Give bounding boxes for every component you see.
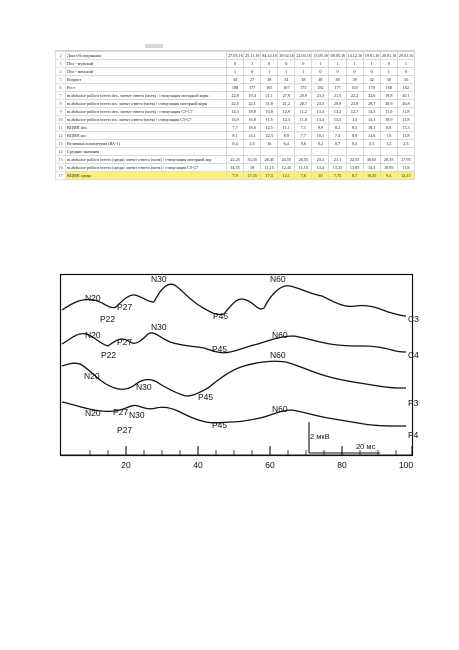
table-cell: 7,9 <box>227 172 244 180</box>
plot-frame <box>61 275 413 456</box>
table-cell: 12,15 <box>397 172 414 180</box>
table-row <box>56 140 415 148</box>
row-label: Пол - мужской <box>66 60 227 68</box>
table-cell: 1 <box>363 60 380 68</box>
table-cell: 12,3 <box>278 116 295 124</box>
row-number: 10 <box>56 116 66 124</box>
table-cell: 39 <box>346 76 363 84</box>
peak-label: N20 <box>84 371 100 381</box>
data-table <box>55 51 415 180</box>
table-row <box>56 84 415 92</box>
table-cell: 13,5 <box>329 116 346 124</box>
row-label: Величина асимметрии (ВА-1) <box>66 140 227 148</box>
peak-label: N60 <box>270 274 286 284</box>
table-cell: 14,3 <box>227 108 244 116</box>
table-cell: 0 <box>346 68 363 76</box>
table-cell: 13,4 <box>312 116 329 124</box>
peak-label: P45 <box>198 392 214 402</box>
table-cell: 18,6 <box>244 124 261 132</box>
table-cell: 30,65 <box>363 156 380 164</box>
table-cell: 165 <box>261 84 278 92</box>
table-cell: 20,9 <box>380 100 397 108</box>
table-row <box>56 116 415 124</box>
evoked-potentials-figure <box>60 274 419 474</box>
table-cell: 162 <box>397 84 414 92</box>
table-cell: 0,6 <box>295 140 312 148</box>
table-cell: 1 <box>329 60 346 68</box>
table-cell: 26,8 <box>397 100 414 108</box>
table-cell: 20,35 <box>380 156 397 164</box>
x-tick-label: 60 <box>265 460 275 470</box>
row-label: ВЦМП dex. <box>66 124 227 132</box>
table-cell: 20,1 <box>397 92 414 100</box>
table-cell: 177 <box>244 84 261 92</box>
table-cell: 1 <box>312 60 329 68</box>
table-cell: 9,4 <box>380 172 397 180</box>
table-cell <box>244 148 261 156</box>
table-cell: 13,85 <box>346 164 363 172</box>
table-cell: 3,5 <box>363 140 380 148</box>
table-cell: 7,7 <box>295 132 312 140</box>
peak-label: P45 <box>212 344 228 354</box>
table-cell: 18 <box>244 164 261 172</box>
table-cell: 10 <box>312 172 329 180</box>
row-label: m.abductor pollicis brevis sin. латент ответа (мсек) / стимуляция C5-C7 <box>66 116 227 124</box>
table-cell: 8,2 <box>329 124 346 132</box>
table-row <box>56 156 415 164</box>
table-cell: 20,9 <box>295 92 312 100</box>
table-cell: 13,4 <box>312 164 329 172</box>
peak-label: P27 <box>117 425 133 435</box>
peak-label: N60 <box>272 404 288 414</box>
peak-label: N30 <box>136 382 152 392</box>
table-cell: 11,1 <box>278 124 295 132</box>
table-cell: 163 <box>346 84 363 92</box>
table-cell: 7,1 <box>295 124 312 132</box>
row-label: Дата обследования <box>66 52 227 60</box>
table-cell: 1 <box>261 68 278 76</box>
table-cell: 22,8 <box>227 92 244 100</box>
table-cell: 33,35 <box>244 156 261 164</box>
table-cell: 30 <box>380 76 397 84</box>
table-cell: 35 <box>397 76 414 84</box>
table-cell: 0 <box>363 68 380 76</box>
peak-label: N20 <box>85 293 101 303</box>
table-row <box>56 108 415 116</box>
row-label: m.abductor pollicis brevis (средн) латент ответа (мсек) / стимуляция моторной кор <box>66 156 227 164</box>
table-cell: 27 <box>244 76 261 84</box>
table-cell: 14,6 <box>363 132 380 140</box>
table-cell: 0,7 <box>329 140 346 148</box>
table-cell <box>329 148 346 156</box>
table-cell: 14,3 <box>363 164 380 172</box>
table-cell: 23,5 <box>312 100 329 108</box>
table-cell: 12,5 <box>261 124 278 132</box>
table-cell: 22.04.16 <box>296 52 311 58</box>
peak-label: N60 <box>272 330 288 340</box>
row-label: ВЦМП sin. <box>66 132 227 140</box>
table-cell: 7,75 <box>329 172 346 180</box>
peak-label: N30 <box>129 410 145 420</box>
scale-amp-label: 2 мкВ <box>310 432 330 441</box>
table-cell: 9,9 <box>312 124 329 132</box>
table-cell: 12,7 <box>346 108 363 116</box>
row-number: 3 <box>56 60 66 68</box>
peak-label: N60 <box>270 350 286 360</box>
table-cell: 31,8 <box>261 100 278 108</box>
peak-label: P27 <box>113 407 129 417</box>
table-cell: 34 <box>278 76 295 84</box>
table-cell: 38 <box>261 76 278 84</box>
table-cell: 10,9 <box>380 116 397 124</box>
peak-label: P45 <box>212 420 228 430</box>
table-cell: 14 <box>346 116 363 124</box>
peak-label: P22 <box>100 314 116 324</box>
table-cell: 17,35 <box>244 172 261 180</box>
row-number: 16 <box>56 164 66 172</box>
table-cell: 188 <box>227 84 244 92</box>
table-cell: 22,3 <box>261 132 278 140</box>
table-cell: 11,15 <box>261 164 278 172</box>
table-cell: 11,8 <box>397 132 414 140</box>
table-cell <box>346 148 363 156</box>
table-cell: 170 <box>363 84 380 92</box>
row-label: Пол - женский <box>66 68 227 76</box>
channel-label-p4: P4 <box>408 430 419 440</box>
table-cell: 20,7 <box>295 100 312 108</box>
table-cell: 28,45 <box>261 156 278 164</box>
table-cell: 25.11.16 <box>245 52 260 58</box>
table-cell: 22,55 <box>346 156 363 164</box>
table-cell: 2,5 <box>244 140 261 148</box>
table-row <box>56 52 415 60</box>
x-tick-label: 20 <box>121 460 131 470</box>
table-cell: 11,15 <box>295 164 312 172</box>
table-cell: 0,4 <box>227 140 244 148</box>
table-cell: 1,2 <box>380 140 397 148</box>
table-cell <box>295 148 312 156</box>
table-cell: 44 <box>227 76 244 84</box>
table-cell: 7,7 <box>227 124 244 132</box>
table-cell <box>363 148 380 156</box>
table-cell: 8,9 <box>278 132 295 140</box>
table-cell <box>380 148 397 156</box>
table-cell: 22,1 <box>244 100 261 108</box>
table-cell: 1 <box>278 68 295 76</box>
table-cell: 22,2 <box>346 92 363 100</box>
row-number: 15 <box>56 156 66 164</box>
table-cell: 21,1 <box>261 92 278 100</box>
table-cell: 0 <box>397 68 414 76</box>
table-cell: 20,55 <box>295 156 312 164</box>
table-cell: 0 <box>312 68 329 76</box>
table-cell: 0,2 <box>312 140 329 148</box>
table-cell: 08.03.16 <box>330 52 346 58</box>
table-cell: 0 <box>380 60 397 68</box>
table-cell: 19,4 <box>244 92 261 100</box>
table-row <box>56 124 415 132</box>
table-cell: 0 <box>261 60 278 68</box>
table-cell: 13,35 <box>329 164 346 172</box>
table-cell: 175 <box>295 84 312 92</box>
table-cell: 18,1 <box>363 124 380 132</box>
table-cell: 12,45 <box>278 164 295 172</box>
table-row <box>56 100 415 108</box>
table-cell: 22,5 <box>227 100 244 108</box>
peak-label: P27 <box>117 337 133 347</box>
table-cell <box>278 148 295 156</box>
row-label: Средние значения <box>66 148 227 156</box>
table-cell: 7,6 <box>295 172 312 180</box>
table-row <box>56 68 415 76</box>
table-cell: 0 <box>227 60 244 68</box>
table-cell <box>397 148 414 156</box>
table-cell: 182 <box>312 84 329 92</box>
spreadsheet-excerpt <box>55 47 415 183</box>
table-cell: 0 <box>278 60 295 68</box>
table-cell: 48 <box>312 76 329 84</box>
table-row <box>56 92 415 100</box>
table-cell: 15,3 <box>397 124 414 132</box>
table-cell: 10,95 <box>380 164 397 172</box>
table-cell: 19.01.16 <box>364 52 380 58</box>
table-cell: 14,55 <box>227 164 244 172</box>
row-number: 12 <box>56 132 66 140</box>
table-cell: 6,4 <box>278 140 295 148</box>
row-number: 2 <box>56 52 66 60</box>
row-number: 14 <box>56 148 66 156</box>
table-cell <box>312 148 329 156</box>
x-tick-label: 40 <box>193 460 203 470</box>
table-cell: 04.12.16 <box>262 52 277 58</box>
row-number: 5 <box>56 76 66 84</box>
table-cell: 168 <box>380 84 397 92</box>
table-cell: 10,8 <box>261 108 278 116</box>
table-cell: 14,5 <box>363 108 380 116</box>
row-number: 11 <box>56 124 66 132</box>
table-cell: 27,9 <box>278 92 295 100</box>
table-cell: 14.12.16 <box>347 52 363 58</box>
table-cell: 11,8 <box>397 108 414 116</box>
table-cell: 13.05.16 <box>313 52 329 58</box>
table-cell: 8,7 <box>346 172 363 180</box>
table-cell: 27.05.16 <box>228 52 243 58</box>
table-cell: 29.01.16 <box>398 52 414 58</box>
row-number: 17 <box>56 172 66 180</box>
table-cell: 10,1 <box>312 132 329 140</box>
row-label: m.abductor pollicis brevis dex. латент ответа (мсек) / стимуляция моторной коры <box>66 92 227 100</box>
peak-label: P45 <box>213 311 229 321</box>
table-cell: 13,2 <box>329 108 346 116</box>
peak-label: N30 <box>151 322 167 332</box>
row-label: ВЦМП средн <box>66 172 227 180</box>
peak-label: P22 <box>101 350 117 360</box>
table-cell: 16 <box>261 140 278 148</box>
table-cell <box>227 148 244 156</box>
table-cell: 27,95 <box>397 156 414 164</box>
table-cell <box>261 148 278 156</box>
channel-label-p3: P3 <box>408 398 419 408</box>
table-cell: 2,3 <box>397 140 414 148</box>
table-cell: 8,8 <box>380 124 397 132</box>
scale-time-label: 20 мс <box>356 442 376 451</box>
table-cell: 19,8 <box>380 92 397 100</box>
table-row <box>56 172 415 180</box>
table-cell: 0 <box>329 68 346 76</box>
table-cell: 11,8 <box>397 164 414 172</box>
x-tick-label: 100 <box>398 460 414 470</box>
row-number: 4 <box>56 68 66 76</box>
waveform-plot <box>60 274 419 474</box>
row-label: m.abductor pollicis brevis sin. латент ответа (мсек) / стимуляция моторной коры <box>66 100 227 108</box>
table-cell: 0 <box>295 60 312 68</box>
table-cell: 21,5 <box>329 92 346 100</box>
table-cell: 8,8 <box>346 132 363 140</box>
row-number: 13 <box>56 140 66 148</box>
table-cell: 42 <box>363 76 380 84</box>
table-cell: 23,3 <box>312 92 329 100</box>
table-cell: 11,5 <box>261 116 278 124</box>
table-cell: 22,8 <box>346 100 363 108</box>
channel-label-c4: C4 <box>408 350 419 360</box>
table-cell: 21,1 <box>329 156 346 164</box>
table-row <box>56 164 415 172</box>
row-label: m.abductor pollicis brevis dex. латент ответа (мсек) / стимуляция C5-C7 <box>66 108 227 116</box>
table-cell: 16,35 <box>363 172 380 180</box>
table-cell: 7,4 <box>329 132 346 140</box>
table-cell: 1 <box>380 68 397 76</box>
row-label: Возраст <box>66 76 227 84</box>
table-row <box>56 76 415 84</box>
table-cell: 1 <box>295 68 312 76</box>
table-cell: 0 <box>244 68 261 76</box>
table-cell: 14,9 <box>227 116 244 124</box>
table-cell: 8,2 <box>346 124 363 132</box>
table-cell: 11,0 <box>380 108 397 116</box>
table-cell: 12,1 <box>278 172 295 180</box>
table-cell: 24,55 <box>278 156 295 164</box>
table-cell: 1 <box>346 60 363 68</box>
table-cell: 16,8 <box>244 116 261 124</box>
table-cell: 12,9 <box>278 108 295 116</box>
table-row <box>56 148 415 156</box>
table-cell: 13,4 <box>312 108 329 116</box>
row-number: 7 <box>56 92 66 100</box>
table-cell: 1 <box>227 68 244 76</box>
table-cell: 11,2 <box>295 108 312 116</box>
table-cell: 11,0 <box>295 116 312 124</box>
row-label: Рост <box>66 84 227 92</box>
table-cell: 10 <box>380 132 397 140</box>
table-cell: 20.01.16 <box>381 52 397 58</box>
x-tick-label: 80 <box>337 460 347 470</box>
table-cell: 14,1 <box>244 132 261 140</box>
table-cell: 18,8 <box>244 108 261 116</box>
table-cell: 0,4 <box>346 140 363 148</box>
table-cell: 28,7 <box>363 100 380 108</box>
table-cell: 22,25 <box>227 156 244 164</box>
table-cell: 167 <box>278 84 295 92</box>
table-cell: 38 <box>329 76 346 84</box>
row-number: 6 <box>56 84 66 92</box>
table-row <box>56 132 415 140</box>
peak-label: P27 <box>117 302 133 312</box>
table-cell: 14,1 <box>363 116 380 124</box>
peak-label: N30 <box>151 274 167 284</box>
table-cell: 177 <box>329 84 346 92</box>
peak-label: N20 <box>85 408 101 418</box>
table-cell: 32,6 <box>363 92 380 100</box>
peak-label: N20 <box>85 330 101 340</box>
table-row <box>56 60 415 68</box>
table-cell: 29.02.16 <box>279 52 294 58</box>
table-cell: 1 <box>397 60 414 68</box>
table-cell: 1 <box>244 60 261 68</box>
row-number: 9 <box>56 108 66 116</box>
table-cell: 17,3 <box>261 172 278 180</box>
row-label: m.abductor pollicis brevis (средн) латент ответа (мсек) / стимуляция C5-C7 <box>66 164 227 172</box>
table-cell: 8,1 <box>227 132 244 140</box>
table-cell: 21,2 <box>278 100 295 108</box>
table-cell: 11,8 <box>397 116 414 124</box>
row-number: 8 <box>56 100 66 108</box>
table-cell: 38 <box>295 76 312 84</box>
table-cell: 23,4 <box>312 156 329 164</box>
table-cell: 20,9 <box>329 100 346 108</box>
channel-label-c3: C3 <box>408 314 419 324</box>
